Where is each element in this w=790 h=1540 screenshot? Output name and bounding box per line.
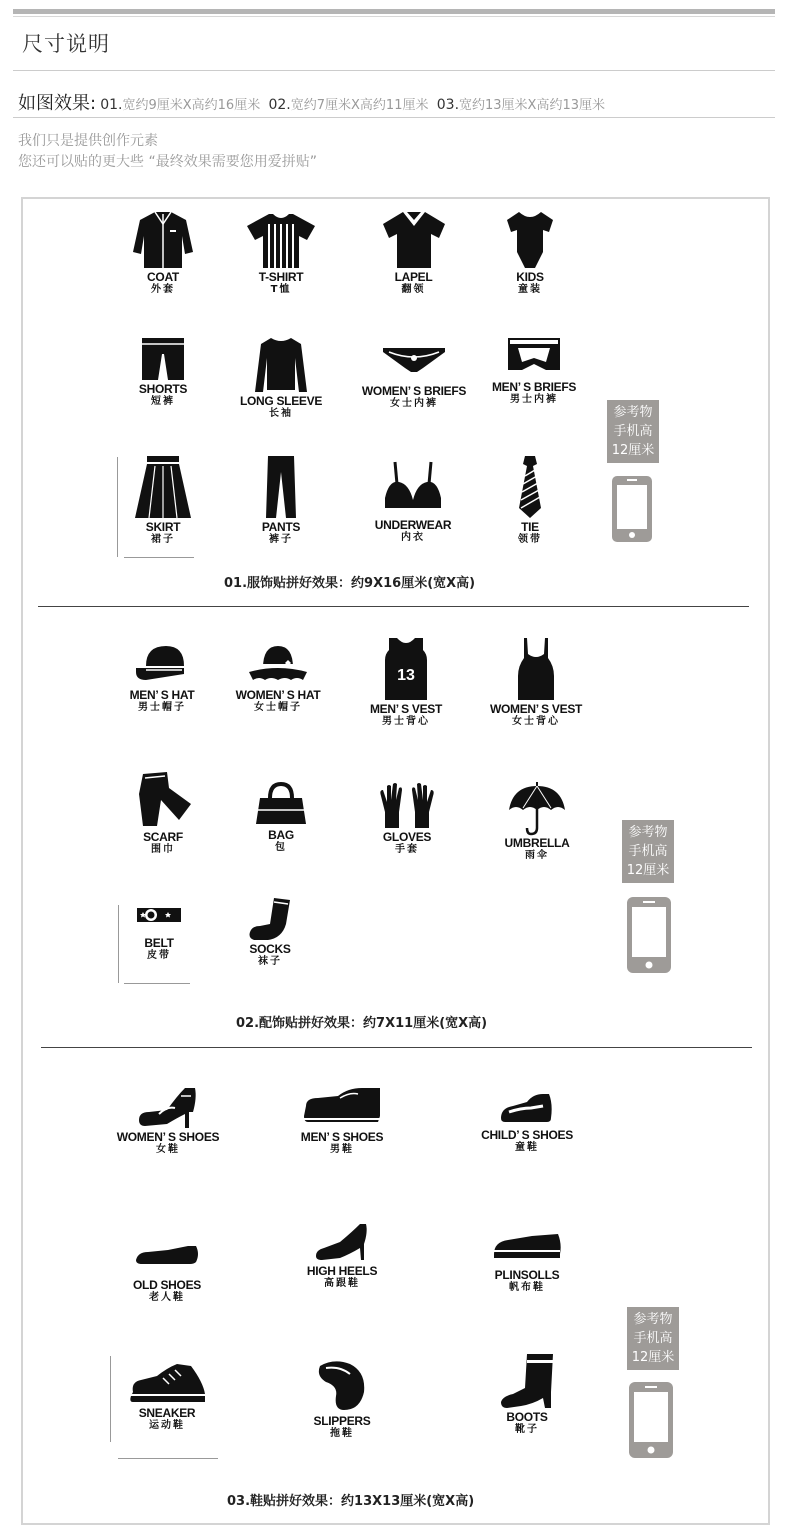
reference-line-3: 12厘米	[631, 1350, 675, 1365]
reference-line-3: 12厘米	[626, 863, 670, 878]
section-2-caption: 02.配饰贴拼好效果：约7X11厘米(宽X高)	[236, 1016, 488, 1031]
item-skirt	[118, 454, 208, 546]
item-en-label: UMBRELLA	[504, 836, 570, 850]
item-cn-label: 女士帽子	[254, 702, 302, 713]
size-spec-line	[18, 89, 605, 115]
item-en-label: SNEAKER	[138, 1406, 196, 1420]
plimsoll-icon	[492, 1228, 562, 1268]
tank-top-icon	[516, 636, 556, 702]
spec-divider	[13, 117, 775, 118]
section-1-divider	[38, 606, 749, 607]
item-cn-label: 靴子	[515, 1424, 539, 1435]
item-en-label: COAT	[147, 270, 179, 284]
item-cn-label: 裤子	[269, 534, 293, 545]
item-cn-label: 女士背心	[512, 716, 560, 727]
item-tie	[485, 454, 575, 546]
jersey-number: 13	[397, 667, 415, 684]
item-lapel	[356, 210, 471, 296]
item-womens-briefs	[352, 336, 476, 410]
item-en-label: TIE	[521, 520, 539, 534]
item-plinsolls	[480, 1228, 574, 1294]
item-en-label: LONG SLEEVE	[239, 394, 323, 408]
item-en-label: BOOTS	[506, 1410, 548, 1424]
item-cn-label: 男士帽子	[138, 702, 186, 713]
belt-icon	[135, 896, 183, 936]
kids-bodysuit-icon	[505, 210, 555, 270]
reference-badge	[627, 1307, 679, 1370]
item-en-label: WOMEN’ S VEST	[489, 702, 583, 716]
jersey-vest-icon	[383, 636, 429, 702]
item-cn-label: 领带	[518, 534, 542, 545]
item-en-label: HIGH HEELS	[306, 1264, 378, 1278]
umbrella-icon	[507, 780, 567, 836]
bra-icon	[383, 454, 443, 518]
note-line-1: 我们只是提供创作元素	[18, 133, 158, 149]
item-en-label: KIDS	[516, 270, 544, 284]
item-en-label: MEN’ S HAT	[129, 688, 195, 702]
item-cn-label: 女士内裤	[390, 398, 438, 409]
phone-icon	[610, 474, 654, 544]
reference-line-1: 参考物	[628, 825, 668, 840]
item-en-label: SKIRT	[145, 520, 181, 534]
item-cn-label: 童鞋	[515, 1142, 539, 1153]
item-socks	[230, 896, 310, 968]
phone-icon	[627, 1380, 675, 1460]
lapel-shirt-icon	[381, 210, 447, 270]
spec-2-text: 宽约7厘米X高约11厘米	[290, 98, 429, 113]
item-cn-label: 长袖	[269, 408, 293, 419]
reference-badge	[622, 820, 674, 883]
item-childs-shoes	[470, 1082, 584, 1154]
item-umbrella	[490, 780, 584, 862]
item-womens-shoes	[104, 1082, 232, 1156]
spec-3-text: 宽约13厘米X高约13厘米	[459, 98, 606, 113]
item-cn-label: 男士内裤	[510, 394, 558, 405]
item-en-label: UNDERWEAR	[374, 518, 452, 532]
item-en-label: MEN’ S SHOES	[300, 1130, 384, 1144]
handbag-icon	[254, 780, 308, 828]
item-shorts	[118, 336, 208, 408]
boot-icon	[499, 1352, 555, 1410]
top-rule-thick	[13, 9, 775, 14]
item-high-heels	[296, 1220, 388, 1290]
flip-flop-icon	[314, 1358, 370, 1414]
reference-line-3: 12厘米	[611, 443, 655, 458]
tshirt-icon	[245, 210, 317, 270]
item-en-label: MEN’ S BRIEFS	[491, 380, 577, 394]
scarf-icon	[133, 770, 193, 830]
cap-icon	[132, 640, 192, 688]
item-en-label: CHILD’ S SHOES	[481, 1128, 573, 1142]
item-cn-label: 围巾	[151, 844, 175, 855]
womens-briefs-icon	[381, 336, 447, 384]
item-cn-label: 高跟鞋	[324, 1278, 360, 1289]
section-1-caption: 01.服饰贴拼好效果：约9X16厘米(宽X高)	[224, 576, 476, 591]
header-divider	[13, 70, 775, 71]
item-old-shoes	[122, 1230, 212, 1304]
item-cn-label: 童装	[518, 284, 542, 295]
item-en-label: PANTS	[261, 520, 301, 534]
item-mens-hat	[112, 640, 212, 714]
item-kids	[485, 210, 575, 296]
reference-badge	[607, 400, 659, 463]
section-2-divider	[41, 1047, 752, 1048]
item-en-label: SCARF	[143, 830, 183, 844]
item-underwear	[358, 454, 468, 544]
spec-2-num: 02.	[268, 97, 291, 113]
item-cn-label: 袜子	[258, 956, 282, 967]
item-cn-label: 内衣	[401, 532, 425, 543]
item-cn-label: 老人鞋	[149, 1292, 185, 1303]
item-mens-briefs	[484, 336, 584, 406]
reference-line-1: 参考物	[613, 405, 653, 420]
shorts-icon	[138, 336, 188, 382]
womens-hat-icon	[247, 640, 309, 688]
item-en-label: BAG	[268, 828, 294, 842]
corner-mark-vertical	[110, 1356, 111, 1442]
item-scarf	[118, 770, 208, 856]
corner-mark-vertical	[118, 905, 119, 983]
item-long-sleeve	[236, 336, 326, 420]
item-womens-hat	[222, 640, 334, 714]
phone-icon	[625, 895, 673, 975]
reference-line-2: 手机高	[633, 1331, 673, 1346]
item-cn-label: 男士背心	[382, 716, 430, 727]
gloves-icon	[377, 782, 437, 830]
item-cn-label: 包	[275, 842, 287, 853]
note-line-2: 您还可以贴的更大些 “最终效果需要您用爱拼贴”	[18, 154, 317, 170]
item-cn-label: 雨伞	[525, 850, 549, 861]
item-boots	[482, 1352, 572, 1436]
top-rule-thin	[13, 16, 775, 17]
mens-briefs-icon	[506, 336, 562, 380]
item-womens-vest	[476, 636, 596, 728]
item-cn-label: 女鞋	[156, 1144, 180, 1155]
sneaker-icon	[127, 1362, 207, 1406]
reference-line-2: 手机高	[613, 424, 653, 439]
item-slippers	[296, 1358, 388, 1440]
item-en-label: WOMEN’ S SHOES	[116, 1130, 220, 1144]
item-cn-label: 翻领	[401, 284, 426, 295]
item-cn-label: 帆布鞋	[509, 1282, 545, 1293]
item-cn-label: 男鞋	[330, 1144, 354, 1155]
high-heel-icon	[314, 1220, 370, 1264]
item-tshirt	[236, 210, 326, 296]
spec-lead: 如图效果:	[18, 93, 97, 114]
item-en-label: WOMEN’ S HAT	[235, 688, 321, 702]
item-en-label: T-SHIRT	[258, 270, 304, 284]
spec-1-num: 01.	[100, 97, 123, 113]
item-bag	[236, 780, 326, 854]
item-belt	[118, 896, 200, 962]
item-gloves	[362, 782, 452, 856]
item-en-label: BELT	[144, 936, 174, 950]
item-coat	[118, 210, 208, 296]
dress-shoe-icon	[302, 1082, 382, 1130]
section-3-caption: 03.鞋贴拼好效果：约13X13厘米(宽X高)	[227, 1494, 475, 1509]
item-cn-label: 外套	[151, 284, 175, 295]
reference-line-2: 手机高	[628, 844, 668, 859]
tie-icon	[515, 454, 545, 520]
corner-mark-vertical	[117, 457, 118, 557]
item-pants	[236, 454, 326, 546]
heel-sandal-icon	[137, 1082, 199, 1130]
item-cn-label: 手套	[395, 844, 419, 855]
corner-mark-horizontal	[118, 1458, 218, 1459]
item-sneaker	[122, 1362, 212, 1432]
reference-line-1: 参考物	[633, 1312, 673, 1327]
item-cn-label: 运动鞋	[149, 1420, 185, 1431]
item-en-label: MEN’ S VEST	[369, 702, 443, 716]
coat-icon	[130, 210, 196, 270]
skirt-icon	[133, 454, 193, 520]
item-mens-shoes	[284, 1082, 400, 1156]
long-sleeve-icon	[253, 336, 309, 394]
item-en-label: WOMEN’ S BRIEFS	[361, 384, 467, 398]
item-en-label: PLINSOLLS	[494, 1268, 560, 1282]
item-en-label: SLIPPERS	[313, 1414, 371, 1428]
item-en-label: SHORTS	[138, 382, 188, 396]
item-en-label: SOCKS	[249, 942, 291, 956]
page-title: 尺寸说明	[22, 32, 110, 56]
item-en-label: LAPEL	[394, 270, 433, 284]
item-mens-vest	[354, 636, 458, 728]
sock-icon	[246, 896, 294, 942]
item-en-label: OLD SHOES	[133, 1278, 201, 1292]
corner-mark-horizontal	[124, 983, 190, 984]
child-shoe-icon	[499, 1082, 555, 1128]
spec-1-text: 宽约9厘米X高约16厘米	[122, 98, 261, 113]
flat-shoe-icon	[134, 1230, 200, 1278]
item-cn-label: 短裤	[151, 396, 175, 407]
item-cn-label: T恤	[270, 284, 292, 295]
item-cn-label: 皮带	[147, 950, 171, 961]
item-en-label: GLOVES	[382, 830, 432, 844]
pants-icon	[264, 454, 298, 520]
item-cn-label: 拖鞋	[330, 1428, 354, 1439]
corner-mark-horizontal	[124, 557, 194, 558]
spec-3-num: 03.	[436, 97, 460, 113]
item-cn-label: 裙子	[151, 534, 175, 545]
